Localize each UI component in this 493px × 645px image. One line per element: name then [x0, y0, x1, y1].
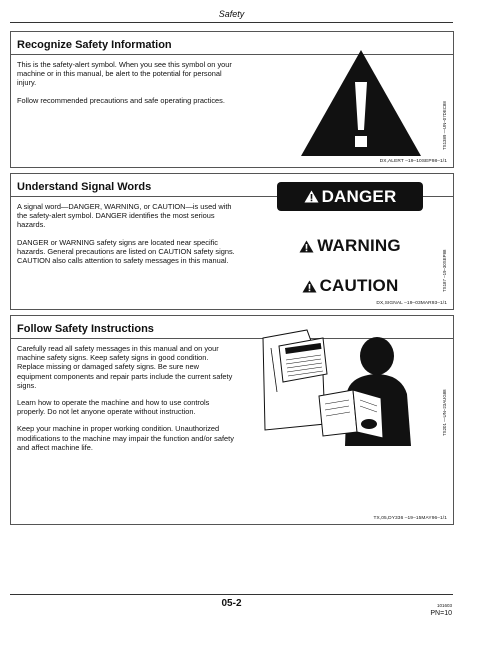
section-follow-safety-instructions [10, 315, 454, 525]
section-body [17, 344, 235, 460]
page-header [10, 0, 453, 23]
safety-alert-triangle-icon [299, 48, 423, 160]
section-title: Follow Safety Instructions [17, 323, 154, 335]
footer-divider [10, 594, 453, 595]
caution-label: CAUTION [319, 276, 399, 295]
section-signal-words [10, 173, 454, 310]
danger-label: DANGER [321, 186, 397, 206]
paragraph: A signal word—DANGER, WARNING, or CAUTION—is used with the safety-alert symbol. DANGER identifies the most serious hazards. [17, 202, 232, 230]
header-title: Safety [218, 9, 245, 19]
figure-code: TS1389 —UN–07DEC88 [442, 101, 447, 150]
section-title: Recognize Safety Information [17, 39, 172, 51]
warning-label: WARNING [317, 236, 401, 255]
section-reference-code: DX,ALERT –19–10SEP98–1/1 [379, 159, 447, 164]
figure-code: TS201 —UN–23AUG88 [442, 389, 447, 436]
section-recognize-safety-info [10, 31, 454, 168]
paragraph: Follow recommended precautions and safe operating practices. [17, 95, 225, 105]
paragraph: Learn how to operate the machine and how to use controls properly. Do not let anyone operate without instruction. [17, 398, 210, 417]
document-code: 101603 [436, 603, 452, 608]
section-body [17, 202, 235, 273]
warning-sign [277, 236, 423, 256]
paragraph: This is the safety-alert symbol. When you see this symbol on your machine or in this manual, be alert to the potential for personal injury. [17, 60, 232, 88]
paragraph: Keep your machine in proper working condition. Unauthorized modifications to the machine may impair the function and/or safety and affect machine life. [17, 424, 234, 452]
section-title: Understand Signal Words [17, 181, 152, 193]
operator-reading-manual-illustration [261, 328, 431, 446]
page-reference-number: PN=10 [430, 610, 452, 617]
caution-sign [277, 276, 423, 296]
alert-triangle-icon [302, 280, 317, 293]
section-reference-code: DX,SIGNAL –19–03MAR93–1/1 [376, 301, 447, 306]
paragraph: Carefully read all safety messages in this manual and on your machine safety signs. Keep safety signs in good condition. Replace missing or damaged safety signs. Be sure new equipment components and repair parts include the current safety signs. [17, 344, 233, 390]
danger-sign [277, 182, 423, 211]
page-number: 05-2 [221, 598, 242, 609]
section-body [17, 60, 235, 113]
section-reference-code: TX,05,DY336 –19–15MAY96–1/1 [373, 516, 447, 521]
alert-triangle-icon [299, 240, 314, 253]
figure-code: TS187 –19–30SEP88 [442, 249, 447, 292]
paragraph: DANGER or WARNING safety signs are located near specific hazards. General precautions are listed on CAUTION safety signs. CAUTION also calls attention to safety messages in this manual. [17, 237, 235, 266]
alert-triangle-icon [304, 190, 319, 203]
